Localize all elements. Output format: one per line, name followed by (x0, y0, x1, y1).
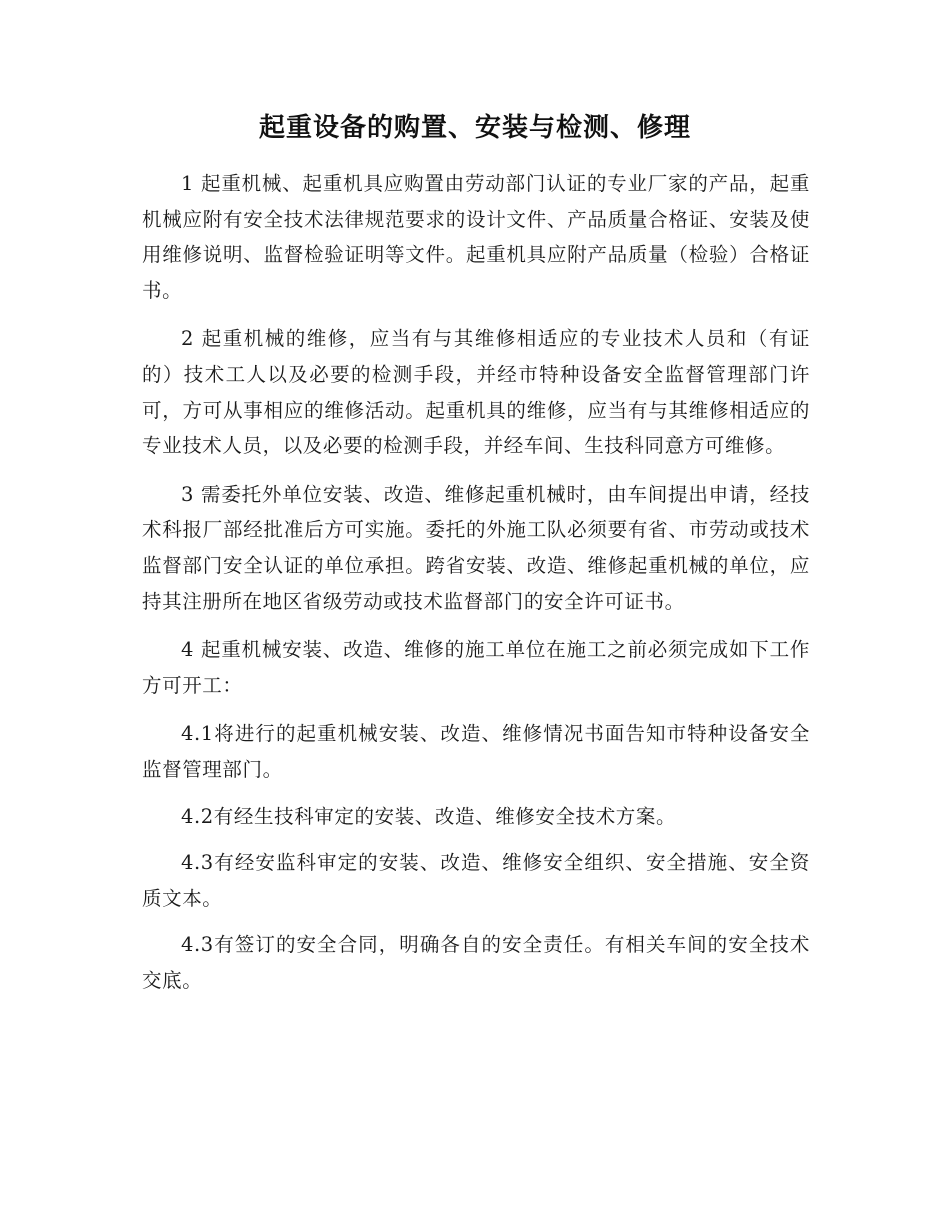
paragraph-1: 1 起重机械、起重机具应购置由劳动部门认证的专业厂家的产品，起重机械应附有安全技术法律规范要求的设计文件、产品质量合格证、安装及使用维修说明、监督检验证明等文件。起重机具应附产品质量（检验）合格证书。 (142, 172, 810, 302)
paragraph-4-3: 4.3有经安监科审定的安装、改造、维修安全组织、安全措施、安全资质文本。 (142, 851, 810, 910)
document-title: 起重设备的购置、安装与检测、修理 (258, 113, 691, 143)
paragraph-4: 4 起重机械安装、改造、维修的施工单位在施工之前必须完成如下工作方可开工： (142, 638, 810, 697)
paragraph-4-3-contract: 4.3有签订的安全合同，明确各自的安全责任。有相关车间的安全技术交底。 (142, 933, 810, 992)
paragraph-4-2: 4.2有经生技科审定的安装、改造、维修安全技术方案。 (181, 804, 677, 828)
paragraph-3: 3 需委托外单位安装、改造、维修起重机械时，由车间提出申请，经技术科报厂部经批准后方可实施。委托的外施工队必须要有省、市劳动或技术监督部门安全认证的单位承担。跨省安装、改造、维修起重机械的单位，应持其注册所在地区省级劳动或技术监督部门的安全许可证书。 (142, 482, 810, 613)
paragraph-4-1: 4.1将进行的起重机械安装、改造、维修情况书面告知市特种设备安全监督管理部门。 (142, 722, 810, 781)
paragraph-2: 2 起重机械的维修，应当有与其维修相适应的专业技术人员和（有证的）技术工人以及必要的检测手段，并经市特种设备安全监督管理部门许可，方可从事相应的维修活动。起重机具的维修，应当有与其维修相适应的专业技术人员，以及必要的检测手段，并经车间、生技科同意方可维修。 (142, 327, 810, 458)
document-body (142, 166, 810, 1009)
